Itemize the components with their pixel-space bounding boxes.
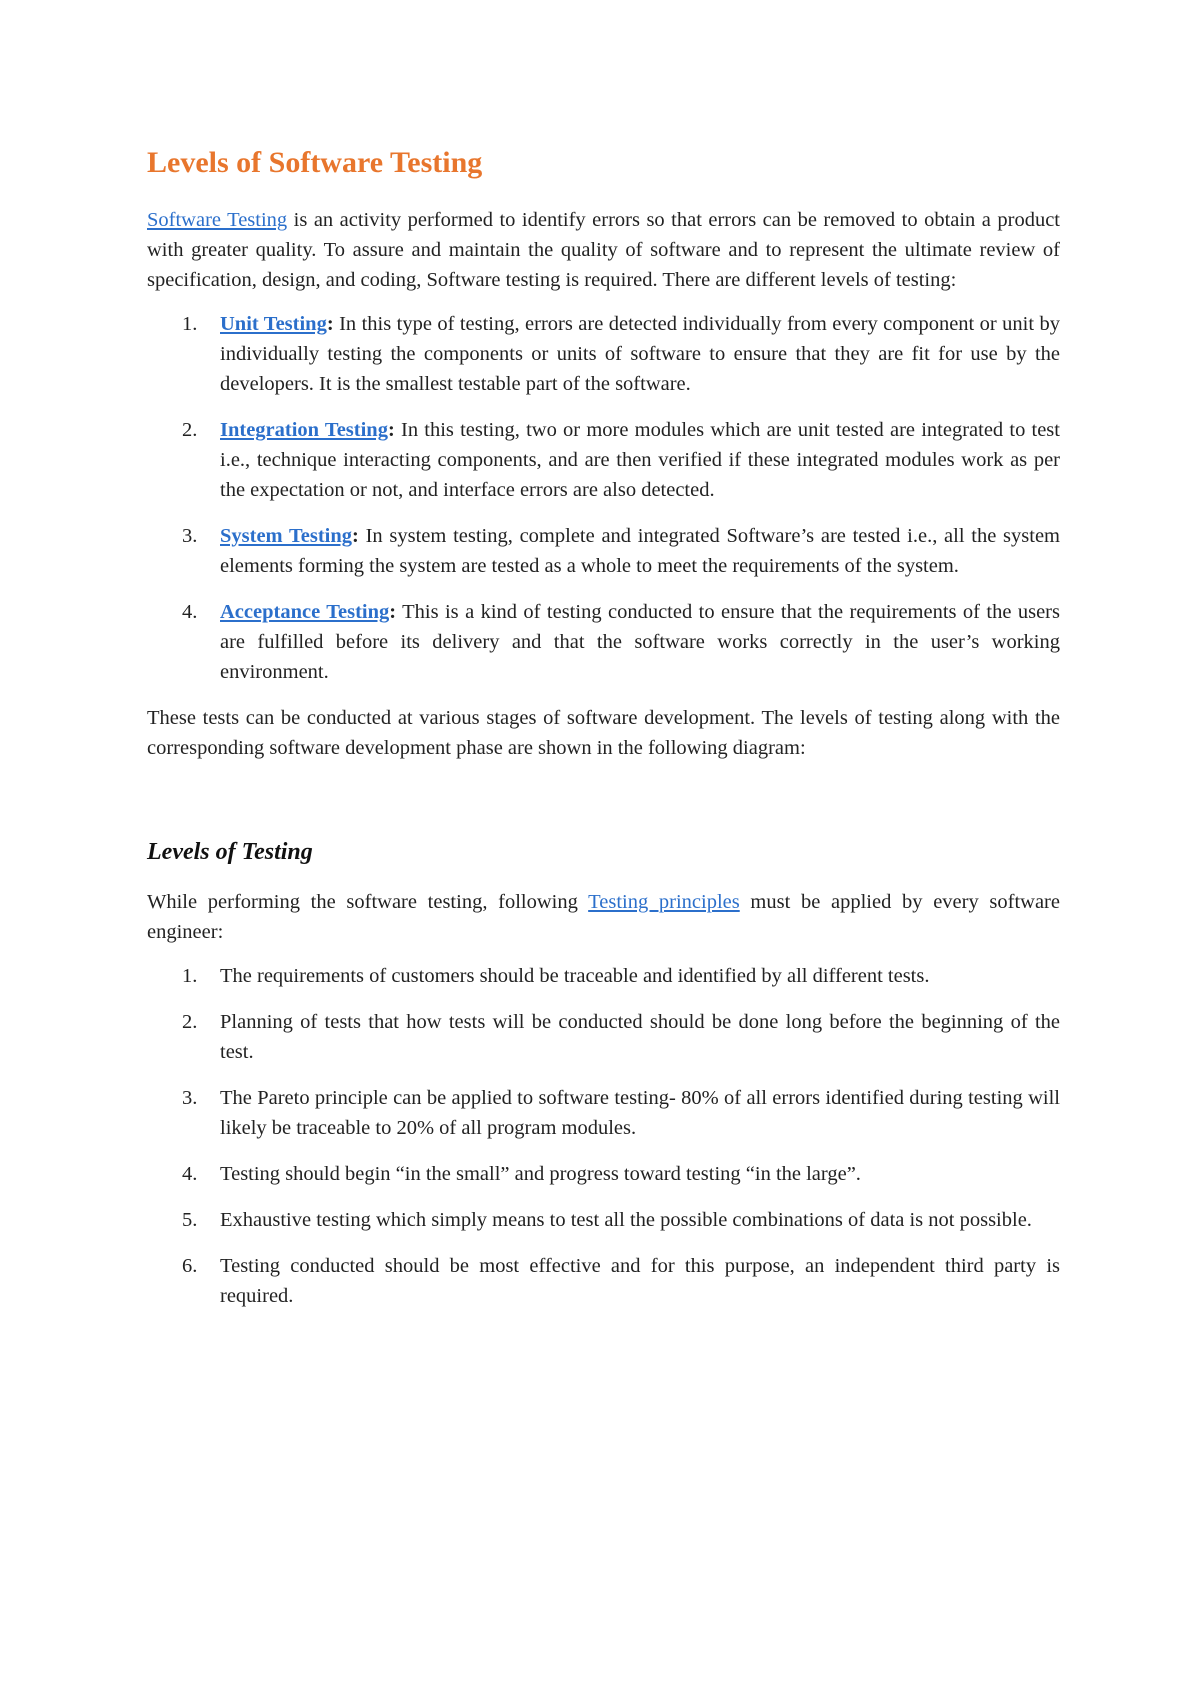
principles-list	[147, 961, 1060, 1311]
unit-testing-link[interactable]: Unit Testing	[220, 313, 327, 335]
acceptance-testing-link[interactable]: Acceptance Testing	[220, 601, 390, 623]
list-item	[147, 521, 1060, 581]
testing-principles-link[interactable]: Testing principles	[588, 891, 740, 913]
list-number: 4.	[182, 1163, 198, 1185]
list-item-text: Planning of tests that how tests will be conducted should be done long before the beginning of the test.	[220, 1011, 1060, 1063]
list-item-text: In this testing, two or more modules which are unit tested are integrated to test i.e., technique interacting components, and are then verified if these integrated modules work as per the expectation or not, and interface errors are also detected.	[220, 419, 1060, 501]
term-colon: :	[326, 313, 334, 335]
list-item-text: The requirements of customers should be traceable and identified by all different tests.	[220, 965, 930, 987]
list-item	[147, 1251, 1060, 1311]
integration-testing-link[interactable]: Integration Testing	[220, 419, 388, 441]
levels-summary-paragraph: These tests can be conducted at various stages of software development. The levels of testing along with the corresponding software development phase are shown in the following diagram:	[147, 707, 1060, 759]
list-item	[147, 309, 1060, 399]
term-colon: :	[389, 601, 397, 623]
principles-intro-paragraph	[147, 887, 1060, 947]
software-testing-link[interactable]: Software Testing	[147, 209, 288, 231]
levels-list	[147, 309, 1060, 687]
list-item-text: Testing conducted should be most effective and for this purpose, an independent third party is required.	[220, 1255, 1060, 1307]
list-item	[147, 961, 1060, 991]
list-number: 3.	[182, 525, 198, 547]
list-number: 2.	[182, 1011, 198, 1033]
list-item	[147, 415, 1060, 505]
principles-intro-before: While performing the software testing, following	[147, 891, 589, 913]
list-number: 2.	[182, 419, 198, 441]
intro-text: is an activity performed to identify errors so that errors can be removed to obtain a product with greater quality. To assure and maintain the quality of software and to represent the ultimate review of specification, design, and coding, Software testing is required. There are different levels of testing:	[147, 209, 1060, 291]
list-item	[147, 1007, 1060, 1067]
section-heading: Levels of Testing	[147, 839, 313, 865]
list-number: 6.	[182, 1255, 198, 1277]
system-testing-link[interactable]: System Testing	[220, 525, 353, 547]
list-number: 1.	[182, 313, 198, 335]
term-colon: :	[352, 525, 359, 547]
list-item-text: Testing should begin “in the small” and progress toward testing “in the large”.	[220, 1163, 861, 1185]
list-item-text: The Pareto principle can be applied to software testing- 80% of all errors identified during testing will likely be traceable to 20% of all program modules.	[220, 1087, 1060, 1139]
list-number: 4.	[182, 601, 198, 623]
list-item-text: This is a kind of testing conducted to ensure that the requirements of the users are fulfilled before its delivery and that the software works correctly in the user’s working environment.	[220, 601, 1060, 683]
list-number: 1.	[182, 965, 198, 987]
list-item	[147, 597, 1060, 687]
list-number: 3.	[182, 1087, 198, 1109]
principles-intro-after: must be applied by every software engineer:	[147, 891, 1060, 943]
term-colon: :	[387, 419, 395, 441]
list-item	[147, 1205, 1060, 1235]
intro-paragraph	[147, 205, 1060, 295]
list-item-text: In this type of testing, errors are detected individually from every component or unit by individually testing the components or units of software to ensure that they are fit for use by the developers. It is the smallest testable part of the software.	[220, 313, 1060, 395]
list-number: 5.	[182, 1209, 198, 1231]
list-item-text: Exhaustive testing which simply means to test all the possible combinations of data is not possible.	[220, 1209, 1032, 1231]
list-item-text: In system testing, complete and integrated Software’s are tested i.e., all the system elements forming the system are tested as a whole to meet the requirements of the system.	[220, 525, 1060, 577]
page-title: Levels of Software Testing	[147, 146, 483, 179]
list-item	[147, 1083, 1060, 1143]
list-item	[147, 1159, 1060, 1189]
